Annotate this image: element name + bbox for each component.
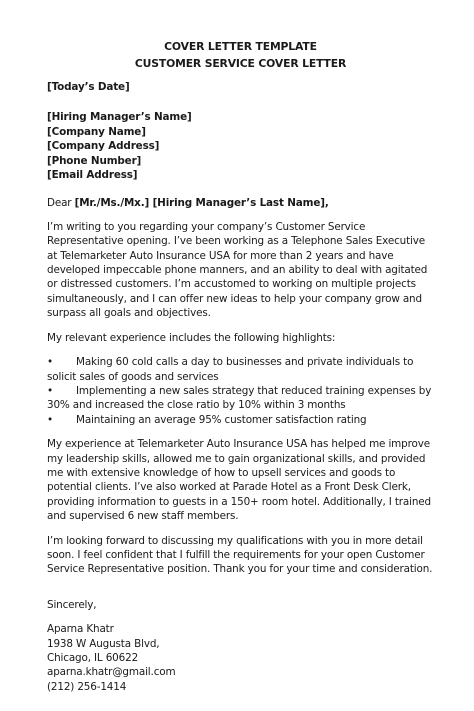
sender-city: Chicago, IL 60622: [47, 652, 139, 664]
letter-header: [47, 38, 434, 72]
sender-name: Aparna Khatr: [47, 623, 114, 636]
recipient-company: [Company Name]: [47, 125, 146, 138]
sender-phone: (212) 256-1414: [47, 680, 127, 693]
date-placeholder: [Today’s Date]: [47, 81, 130, 93]
bullet-icon: •: [47, 413, 53, 426]
recipient-name: [Hiring Manager’s Name]: [47, 111, 192, 124]
list-item: [47, 355, 434, 384]
highlights-intro: My relevant experience includes the following highlights:: [47, 331, 336, 344]
sign-off: Sincerely,: [47, 598, 97, 611]
document-title: COVER LETTER TEMPLATE: [164, 40, 317, 53]
recipient-phone: [Phone Number]: [47, 154, 142, 167]
highlight-text: Maintaining an average 95% customer satisfaction rating: [76, 413, 367, 426]
bullet-icon: •: [47, 384, 53, 397]
salutation-prefix: Dear: [47, 197, 75, 210]
recipient-address: [Company Address]: [47, 140, 160, 153]
list-item: [47, 384, 434, 413]
highlight-text: Making 60 cold calls a day to businesses and private individuals to solicit sales of goods and services: [47, 356, 414, 383]
sender-street: 1938 W Augusta Blvd,: [47, 637, 160, 650]
closing-paragraph: I’m looking forward to discussing my qualifications with you in more detail soon. I feel confident that I fulfill the requirements for your open Customer Service Representative position. Thank you for your time and consideration.: [47, 534, 433, 576]
bullet-icon: •: [47, 356, 53, 369]
salutation-name: [Mr./Ms./Mx.] [Hiring Manager’s Last Name],: [74, 197, 329, 210]
highlights-list: [47, 355, 434, 427]
list-item: [47, 413, 434, 427]
sender-email: aparna.khatr@gmail.com: [47, 666, 176, 679]
recipient-email: [Email Address]: [47, 169, 138, 182]
experience-paragraph: My experience at Telemarketer Auto Insurance USA has helped me improve my leadership skills, allowed me to gain organizational skills, and provided me with extensive knowledge of how to upsell services and goods to potential clients. I’ve also worked at Parade Hotel as a Front Desk Clerk, providing information to guests in a 150+ room hotel. Additionally, I trained and supervised 6 new staff members.: [47, 438, 431, 523]
salutation: [47, 196, 434, 210]
highlight-text: Implementing a new sales strategy that reduced training expenses by 30% and increased the close ratio by 10% within 3 months: [47, 384, 432, 412]
intro-paragraph: I’m writing to you regarding your company’s Customer Service Representative opening. I’ve been working as a Telephone Sales Executive at Telemarketer Auto Insurance USA for more than 2 years and have developed impeccable phone manners, and an ability to deal with agitated or distressed customers. I’m accustomed to working on multiple projects simultaneously, and I can offer new ideas to help your company grow and surpass all goals and objectives.: [47, 220, 428, 320]
document-subtitle: CUSTOMER SERVICE COVER LETTER: [134, 57, 347, 70]
recipient-block: [47, 110, 434, 182]
signature-block: [47, 622, 434, 694]
